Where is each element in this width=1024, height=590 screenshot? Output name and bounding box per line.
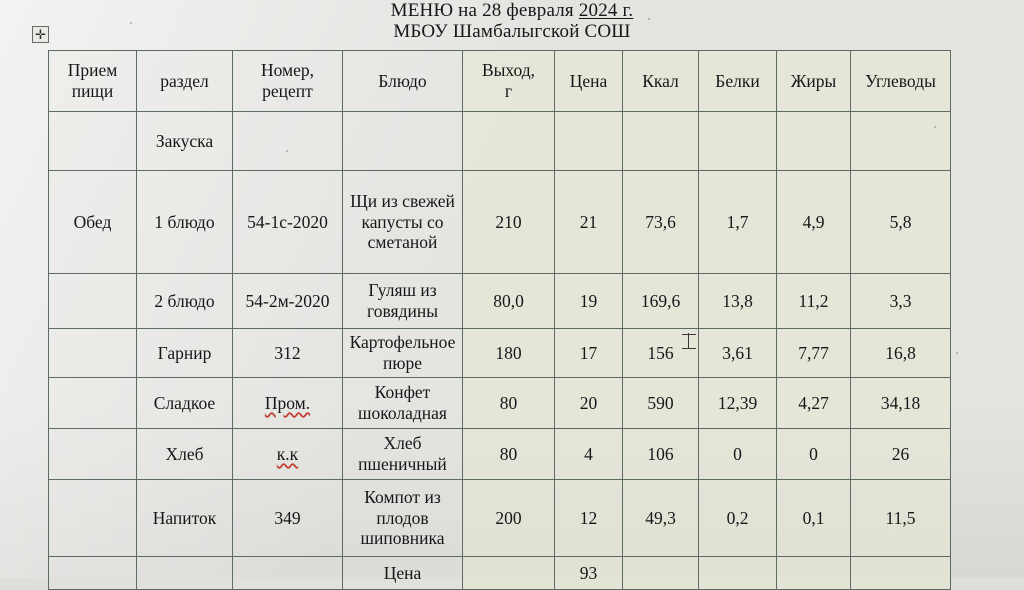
cell-price: 20 [555, 378, 623, 429]
header-price: Цена [555, 51, 623, 112]
cell-empty [777, 557, 851, 590]
cell-kcal: 73,6 [623, 171, 699, 274]
cell-section: Напиток [137, 480, 233, 557]
cell-number [233, 112, 343, 171]
cell-protein: 0,2 [699, 480, 777, 557]
cell-protein: 13,8 [699, 274, 777, 329]
cell-empty [49, 557, 137, 590]
cell-price: 17 [555, 329, 623, 378]
cell-fat: 0,1 [777, 480, 851, 557]
table-row [49, 112, 951, 171]
cell-empty [137, 557, 233, 590]
header-section: раздел [137, 51, 233, 112]
header-carbs: Углеводы [851, 51, 951, 112]
dust-speck [130, 22, 132, 24]
cell-section: Закуска [137, 112, 233, 171]
cell-meal [49, 112, 137, 171]
cell-section: 2 блюдо [137, 274, 233, 329]
cell-kcal: 169,6 [623, 274, 699, 329]
cell-protein: 0 [699, 429, 777, 480]
cell-carbs: 26 [851, 429, 951, 480]
header-fat: Жиры [777, 51, 851, 112]
cell-price: 12 [555, 480, 623, 557]
cell-fat [777, 112, 851, 171]
menu-table [48, 50, 951, 590]
header-output: Выход, г [463, 51, 555, 112]
cell-fat: 4,9 [777, 171, 851, 274]
cell-kcal: 156 [623, 329, 699, 378]
table-row [49, 429, 951, 480]
header-meal: Прием пищи [49, 51, 137, 112]
cell-number: Пром. [233, 378, 343, 429]
dust-speck [934, 126, 936, 128]
cell-price: 4 [555, 429, 623, 480]
cell-section: Сладкое [137, 378, 233, 429]
cell-meal [49, 378, 137, 429]
cell-carbs: 3,3 [851, 274, 951, 329]
cell-section: 1 блюдо [137, 171, 233, 274]
cell-empty [851, 557, 951, 590]
cell-fat: 7,77 [777, 329, 851, 378]
header-dish: Блюдо [343, 51, 463, 112]
cell-output: 80 [463, 378, 555, 429]
cell-number: 312 [233, 329, 343, 378]
cell-output: 210 [463, 171, 555, 274]
cell-dish [343, 112, 463, 171]
dust-speck [956, 352, 958, 354]
cell-price [555, 112, 623, 171]
cell-protein [699, 112, 777, 171]
cell-price: 21 [555, 171, 623, 274]
table-row [49, 274, 951, 329]
total-label: Цена [343, 557, 463, 590]
cell-empty [233, 557, 343, 590]
cell-kcal: 590 [623, 378, 699, 429]
dust-speck [648, 18, 650, 20]
cell-carbs: 11,5 [851, 480, 951, 557]
title-year: 2024 г. [578, 0, 634, 21]
move-icon[interactable]: ✛ [32, 26, 49, 43]
cell-empty [699, 557, 777, 590]
cell-fat: 0 [777, 429, 851, 480]
cell-dish: Картофельное пюре [343, 329, 463, 378]
cell-dish: Компот из плодов шиповника [343, 480, 463, 557]
title-line-1 [0, 0, 1024, 21]
cell-meal [49, 329, 137, 378]
cell-empty [463, 557, 555, 590]
cell-number: 54-1с-2020 [233, 171, 343, 274]
cell-carbs: 5,8 [851, 171, 951, 274]
cell-carbs [851, 112, 951, 171]
header-kcal: Ккал [623, 51, 699, 112]
cell-meal [49, 429, 137, 480]
cell-carbs: 16,8 [851, 329, 951, 378]
cell-fat: 11,2 [777, 274, 851, 329]
cell-output [463, 112, 555, 171]
table-row [49, 329, 951, 378]
cell-protein: 1,7 [699, 171, 777, 274]
cell-kcal: 106 [623, 429, 699, 480]
table-row [49, 378, 951, 429]
cell-meal [49, 274, 137, 329]
cell-carbs: 34,18 [851, 378, 951, 429]
cell-number: к.к [233, 429, 343, 480]
title-line-2: МБОУ Шамбалыгской СОШ [393, 21, 631, 43]
cell-section: Гарнир [137, 329, 233, 378]
document-title [0, 0, 1024, 43]
table-total-row [49, 557, 951, 590]
cell-output: 180 [463, 329, 555, 378]
cell-dish: Щи из свежей капусты со сметаной [343, 171, 463, 274]
cell-output: 200 [463, 480, 555, 557]
header-number: Номер, рецепт [233, 51, 343, 112]
table-row [49, 480, 951, 557]
cell-fat: 4,27 [777, 378, 851, 429]
cell-kcal: 49,3 [623, 480, 699, 557]
cell-empty [623, 557, 699, 590]
cell-protein: 3,61 [699, 329, 777, 378]
cell-meal: Обед [49, 171, 137, 274]
cell-dish: Гуляш из говядины [343, 274, 463, 329]
table-header-row [49, 51, 951, 112]
dust-speck [286, 150, 288, 152]
total-value: 93 [555, 557, 623, 590]
cell-price: 19 [555, 274, 623, 329]
cell-dish: Конфет шоколадная [343, 378, 463, 429]
cell-output: 80,0 [463, 274, 555, 329]
title-date-prefix: МЕНЮ на 28 февраля [390, 0, 579, 21]
cell-protein: 12,39 [699, 378, 777, 429]
cell-number: 54-2м-2020 [233, 274, 343, 329]
table-row [49, 171, 951, 274]
cell-section: Хлеб [137, 429, 233, 480]
cell-meal [49, 480, 137, 557]
header-protein: Белки [699, 51, 777, 112]
cell-dish: Хлеб пшеничный [343, 429, 463, 480]
cell-output: 80 [463, 429, 555, 480]
cell-number: 349 [233, 480, 343, 557]
cell-kcal [623, 112, 699, 171]
